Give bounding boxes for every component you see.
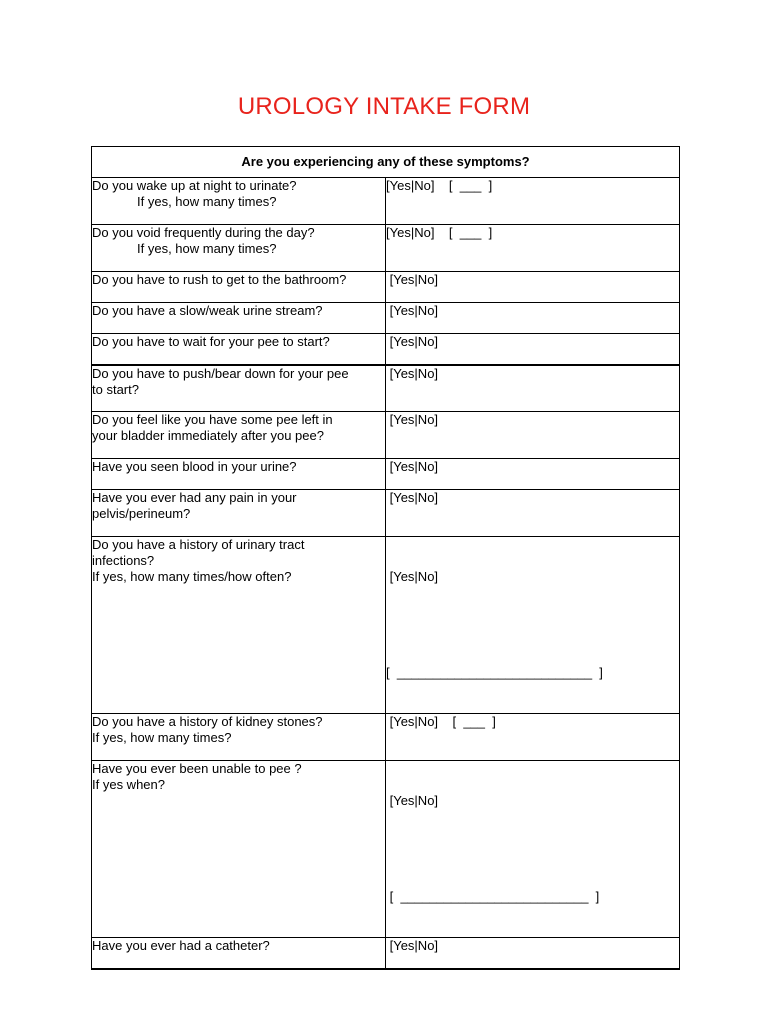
answer-blank[interactable]: [ __________________________ ] xyxy=(386,889,600,904)
question-followup: If yes when? xyxy=(92,777,165,792)
question-text: Do you wake up at night to urinate? xyxy=(92,178,297,193)
question-text: Have you ever had any pain in your xyxy=(92,490,297,505)
answer-field[interactable]: [Yes|No] xyxy=(386,412,680,459)
symptoms-table xyxy=(91,146,680,970)
table-row xyxy=(92,490,680,537)
table-row xyxy=(92,178,680,225)
answer-field[interactable]: [Yes|No] xyxy=(386,303,680,334)
answer-field[interactable]: [Yes|No] [ ___ ] xyxy=(386,225,680,272)
question-text: Do you have to rush to get to the bathroom? xyxy=(92,272,386,303)
table-row xyxy=(92,412,680,459)
answer-field[interactable]: [Yes|No] xyxy=(386,365,680,412)
table-row xyxy=(92,459,680,490)
question-text: Do you have a history of kidney stones? xyxy=(92,714,323,729)
table-row xyxy=(92,334,680,365)
question-text: Have you ever been unable to pee ? xyxy=(92,761,302,776)
answer-field[interactable]: [Yes|No] xyxy=(386,272,680,303)
question-text: Have you ever had a catheter? xyxy=(92,938,386,969)
question-text-cont: your bladder immediately after you pee? xyxy=(92,428,324,443)
question-text: Do you have a history of urinary tract xyxy=(92,537,305,552)
form-title: UROLOGY INTAKE FORM xyxy=(237,93,531,120)
table-row xyxy=(92,365,680,412)
table-row xyxy=(92,225,680,272)
answer-field[interactable]: [Yes|No] xyxy=(386,490,680,537)
question-followup: If yes, how many times? xyxy=(137,194,277,209)
question-text: Do you void frequently during the day? xyxy=(92,225,315,240)
question-followup: If yes, how many times? xyxy=(137,241,277,256)
table-header-row xyxy=(92,147,680,178)
question-followup: If yes, how many times? xyxy=(92,730,232,745)
question-text: Do you have a slow/weak urine stream? xyxy=(92,303,386,334)
table-row xyxy=(92,272,680,303)
table-header: Are you experiencing any of these symptoms? xyxy=(92,147,680,178)
question-text-cont: pelvis/perineum? xyxy=(92,506,191,521)
answer-field[interactable]: [Yes|No] xyxy=(386,793,439,808)
question-text: Do you have to push/bear down for your pee xyxy=(92,365,349,381)
question-text: Do you feel like you have some pee left in xyxy=(92,412,333,427)
table-row xyxy=(92,714,680,761)
answer-field[interactable]: [Yes|No] xyxy=(386,334,680,365)
answer-field[interactable]: [Yes|No] xyxy=(386,459,680,490)
question-text: Have you seen blood in your urine? xyxy=(92,459,386,490)
answer-field[interactable]: [Yes|No] xyxy=(386,938,680,969)
answer-field[interactable]: [Yes|No] xyxy=(386,569,439,584)
table-row xyxy=(92,537,680,714)
question-text-cont: infections? xyxy=(92,553,155,568)
answer-field[interactable]: [Yes|No] [ ___ ] xyxy=(386,178,680,225)
table-row xyxy=(92,761,680,938)
table-row xyxy=(92,303,680,334)
answer-blank[interactable]: [ ___________________________ ] xyxy=(386,665,603,680)
table-row xyxy=(92,938,680,969)
answer-field[interactable]: [Yes|No] [ ___ ] xyxy=(386,714,680,761)
question-text-cont: to start? xyxy=(92,381,139,397)
question-text: Do you have to wait for your pee to start? xyxy=(92,334,386,365)
question-followup: If yes, how many times/how often? xyxy=(92,569,292,584)
